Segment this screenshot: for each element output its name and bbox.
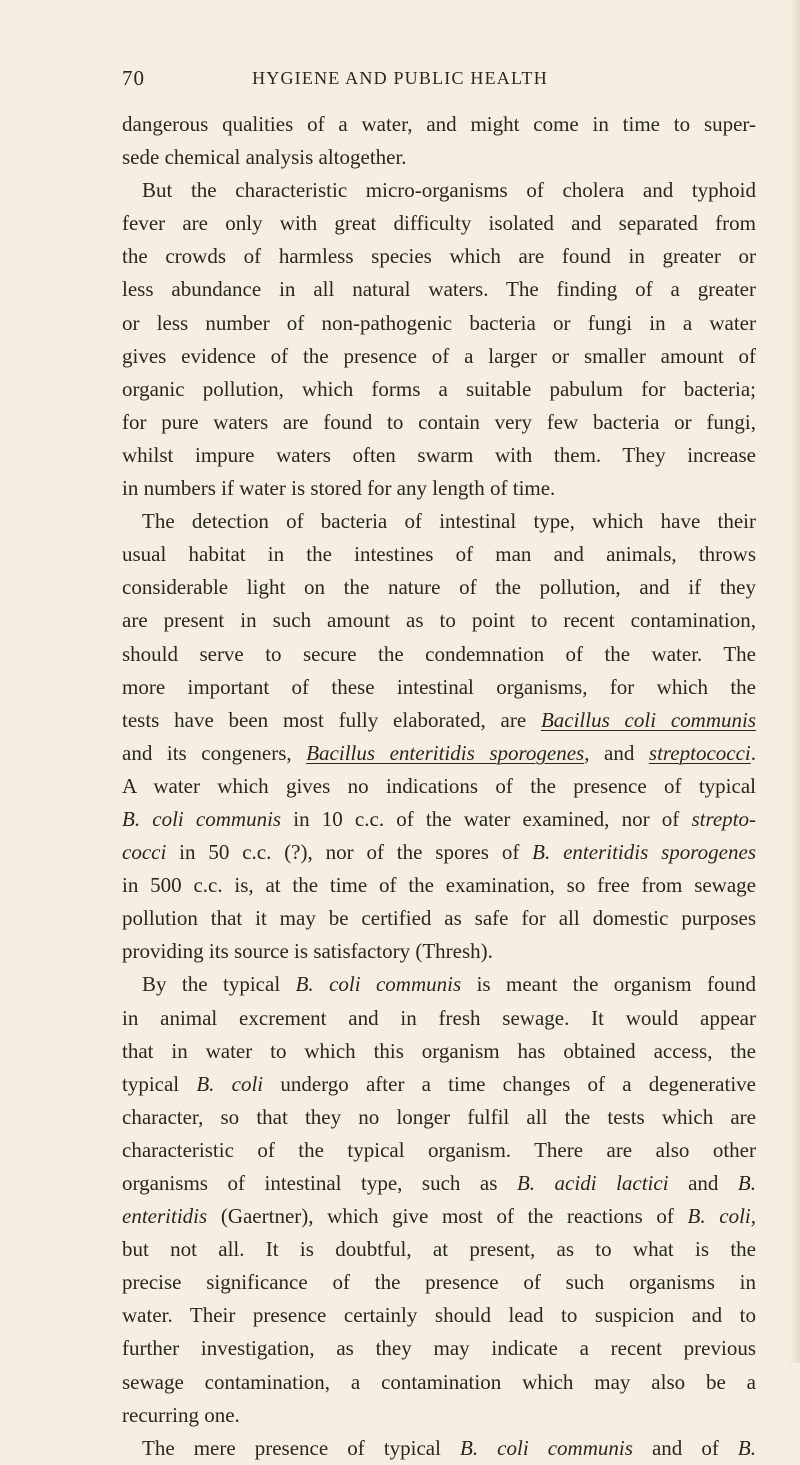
species-name: streptococci [648,740,751,765]
text-line: for pure waters are found to contain very few bacteria or fungi, [122,409,756,434]
text-line [122,968,756,1001]
text-line: recurring one. [122,1402,240,1427]
text-line: The detection of bacteria of intestinal type, which have their [142,509,756,534]
text-line: water. Their presence certainly should lead to suspicion and to [122,1303,756,1328]
text-line: precise significance of the presence of such organisms in [122,1270,756,1295]
text-line: in animal excrement and in fresh sewage. It would appear [122,1005,756,1030]
text-line [122,1432,756,1465]
text-line [122,704,756,737]
body-text [122,108,756,1465]
text-line [122,1200,756,1233]
text-line: or less number of non-pathogenic bacteria or fungi in a water [122,310,756,335]
text-line [122,1068,756,1101]
species-name: B. enteritidis sporogenes [532,840,756,865]
text-line: fever are only with great difficulty isolated and separated from [122,211,756,236]
species-name: strepto- [691,806,756,831]
text-run: tests have been most fully elaborated, are [122,707,541,732]
text-run: The mere presence of typical [142,1435,461,1460]
species-name: Bacillus enteritidis sporogenes [306,740,585,765]
text-run: , and [584,740,649,765]
text-line: more important of these intestinal organisms, for which the [122,674,756,699]
species-name: Bacillus coli communis [540,707,756,732]
text-run: typical [122,1071,197,1096]
text-run: is meant the organism found [461,972,756,997]
text-run: organisms of intestinal type, such as [122,1171,517,1195]
text-line: sewage contamination, a contamination which may also be a [122,1369,756,1394]
page-number: 70 [122,66,145,90]
text-line: the crowds of harmless species which are found in greater or [122,244,756,269]
text-run: and its congeners, [122,740,307,765]
text-run: and [668,1171,738,1195]
species-name: B. acidi lactici [516,1171,669,1195]
species-name: B. coli, [687,1204,756,1229]
page-header [122,66,678,96]
species-name: enteritidis [122,1204,208,1229]
species-name: B. coli communis [295,972,462,997]
text-run: By the typical [142,972,296,997]
species-name: cocci [122,840,167,865]
species-name: B. [737,1435,756,1460]
species-name: B. [737,1171,756,1195]
text-line: A water which gives no indications of the presence of typical [122,773,756,798]
text-line: providing its source is satisfactory (Thresh). [122,939,493,964]
text-line: should serve to secure the condemnation of the water. The [122,641,756,666]
text-line: character, so that they no longer fulfil all the tests which are [122,1104,756,1129]
text-line: characteristic of the typical organism. There are also other [122,1137,756,1162]
text-line: are present in such amount as to point to recent contamination, [122,608,756,633]
species-name: B. coli communis [122,806,282,831]
text-run: (Gaertner), which give most of the reactions of [207,1204,688,1229]
text-line: But the characteristic micro-organisms of cholera and typhoid [142,178,756,203]
text-line: less abundance in all natural waters. The finding of a greater [122,277,756,302]
text-line: dangerous qualities of a water, and might come in time to super- [122,112,756,136]
text-line: usual habitat in the intestines of man and animals, throws [122,542,756,567]
text-run: in 10 c.c. of the water examined, nor of [281,806,692,831]
species-name: B. coli communis [460,1435,633,1460]
text-run: and of [632,1435,738,1460]
page-edge-shadow [790,0,800,1363]
text-line: pollution that it may be certified as safe for all domestic purposes [122,906,756,931]
text-line: whilst impure waters often swarm with them. They increase [122,442,756,467]
text-run: . [750,740,756,765]
text-line: in numbers if water is stored for any length of time. [122,476,556,501]
text-run: undergo after a time changes of a degenerative [263,1071,756,1096]
text-line: considerable light on the nature of the pollution, and if they [122,575,756,600]
text-line: gives evidence of the presence of a larger or smaller amount of [122,343,756,368]
text-line [122,1167,756,1200]
text-line: organic pollution, which forms a suitable pabulum for bacteria; [122,376,756,401]
text-line: sede chemical analysis altogether. [122,145,407,170]
text-run: in 50 c.c. (?), nor of the spores of [166,840,533,865]
species-name: B. coli [196,1071,264,1096]
text-line [122,836,756,869]
running-head: HYGIENE AND PUBLIC HEALTH [252,68,548,88]
text-line: that in water to which this organism has obtained access, the [122,1038,756,1063]
text-line [122,803,756,836]
text-line: in 500 c.c. is, at the time of the examination, so free from sewage [122,873,756,898]
text-line: but not all. It is doubtful, at present, as to what is the [122,1237,756,1262]
text-line [122,737,756,770]
text-line: further investigation, as they may indicate a recent previous [122,1336,756,1361]
